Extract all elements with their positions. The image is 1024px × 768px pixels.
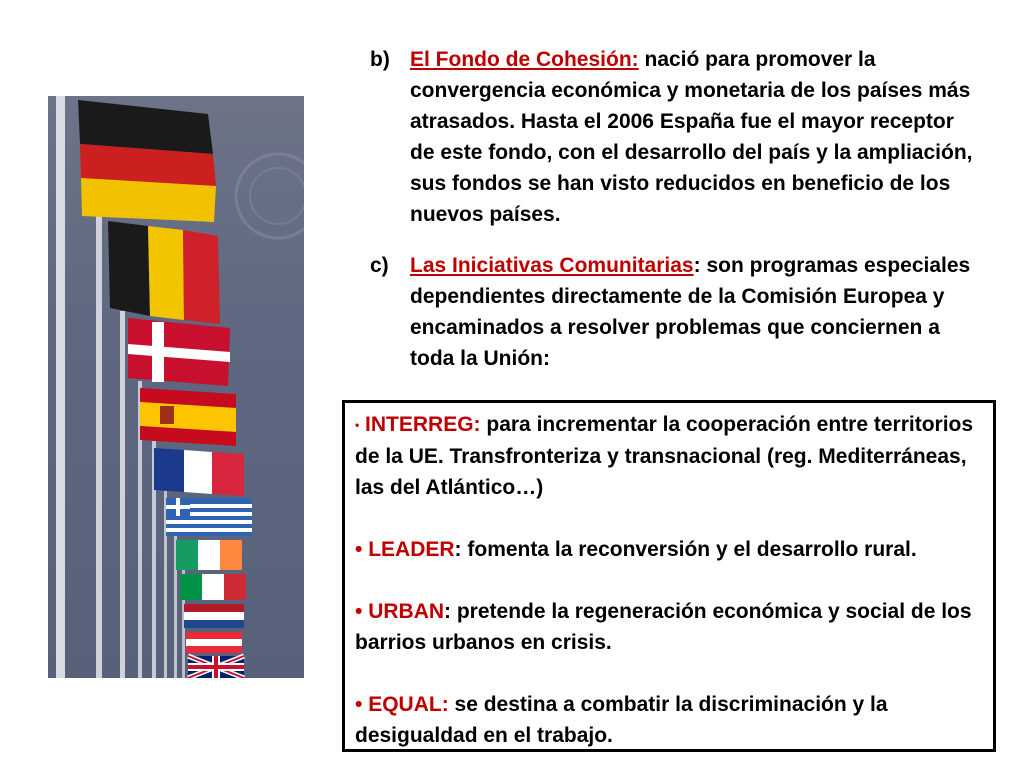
bullet-tag: LEADER [368, 538, 455, 561]
initiatives-box [342, 400, 996, 752]
bullet-text: : pretende la regeneración económica y social de los barrios urbanos en crisis. [355, 600, 972, 654]
flag-denmark [128, 318, 230, 386]
funds-list [370, 44, 980, 374]
flag-italy [180, 574, 246, 600]
bullet-text: para incrementar la cooperación entre territorios de la UE. Transfronteriza y transnacional (reg. Mediterráneas, las del Atlántico…) [355, 413, 974, 499]
list-marker: b) [370, 48, 390, 71]
list-item-cohesion-fund [370, 44, 980, 230]
flag-belgium [108, 221, 220, 324]
bullet-urban [355, 596, 983, 658]
bullet-dot: • [355, 600, 363, 623]
flag-austria [186, 632, 242, 653]
term-cohesion-fund: El Fondo de Cohesión: [410, 48, 639, 71]
list-item-body [410, 250, 980, 374]
bullet-dot: • [355, 538, 363, 561]
list-item-text: son programas especiales dependientes directamente de la Comisión Europea y encaminados a resolver problemas que conciernen a toda la Unión: [410, 254, 971, 370]
flag-greece [166, 498, 252, 536]
bullet-interreg [355, 409, 983, 503]
bullet-dot: • [355, 418, 360, 432]
flags-illustration [48, 96, 304, 678]
flag-germany [78, 100, 216, 222]
flag-netherlands [184, 604, 244, 628]
flag-spain [140, 388, 236, 446]
list-item-body [410, 44, 980, 230]
flag-france [154, 448, 244, 496]
flag-ireland [176, 540, 242, 570]
list-marker: c) [370, 254, 389, 277]
bullet-dot: • [355, 693, 363, 716]
list-item-community-initiatives [370, 250, 980, 374]
bullet-tag: URBAN [368, 600, 445, 623]
bullet-tag: INTERREG: [365, 413, 481, 436]
bullet-leader [355, 534, 983, 565]
bullet-text: : fomenta la reconversión y el desarrollo rural. [454, 538, 917, 561]
term-separator: : [693, 254, 701, 277]
bullet-text: se destina a combatir la discriminación y la desigualdad en el trabajo. [355, 693, 888, 747]
flag-uk [188, 656, 244, 678]
list-item-text: nació para promover la convergencia económica y monetaria de los países más atrasados. Hasta el 2006 España fue el mayor receptor de este fondo, con el desarrollo del país y la ampliación, sus fondos se han visto reducidos en beneficio de los nuevos países. [410, 48, 973, 226]
bullet-tag: EQUAL: [368, 693, 449, 716]
term-community-initiatives: Las Iniciativas Comunitarias [410, 254, 694, 277]
flags-photo [48, 96, 304, 678]
bullet-equal [355, 689, 983, 751]
